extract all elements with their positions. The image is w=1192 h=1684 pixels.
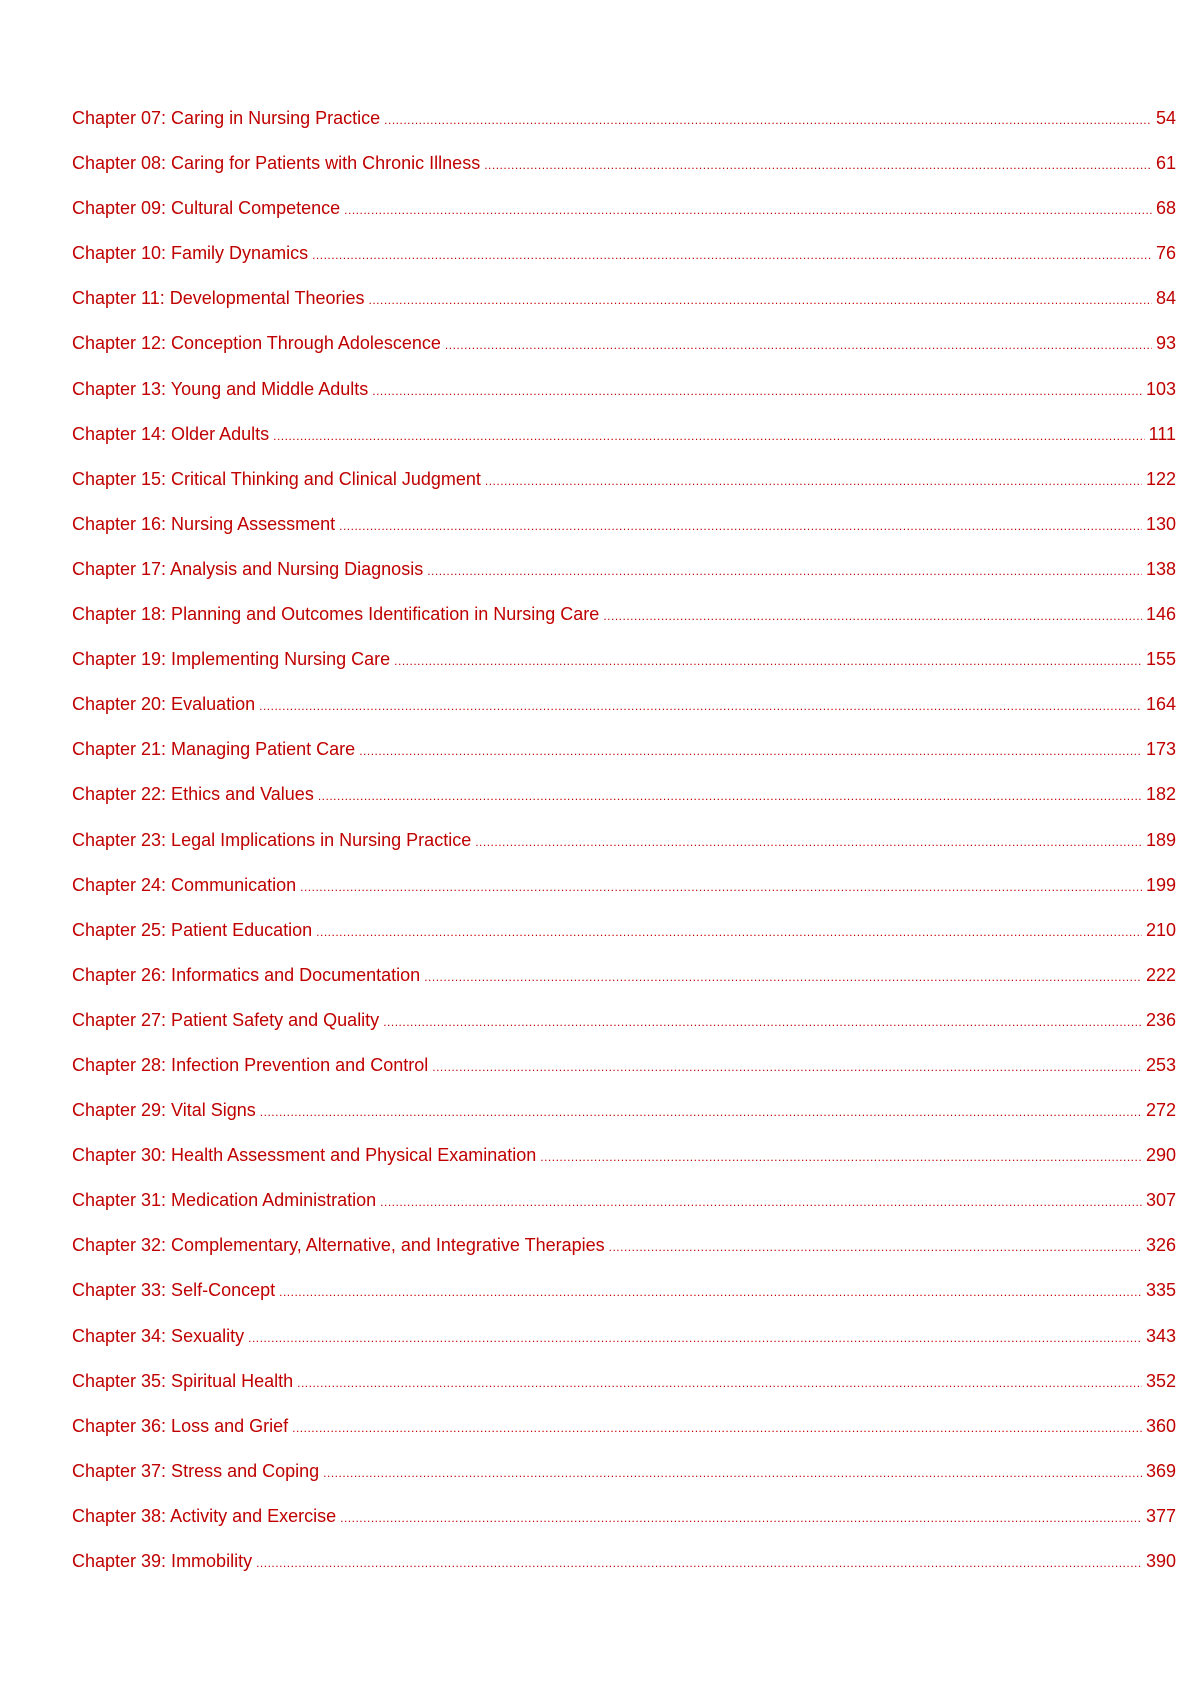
- toc-dot-leader: [260, 1100, 1142, 1121]
- toc-dot-leader: [609, 1235, 1142, 1256]
- toc-entry[interactable]: [72, 1235, 1176, 1280]
- toc-dot-leader: [248, 1326, 1142, 1347]
- toc-entry[interactable]: [72, 469, 1176, 514]
- toc-entry-page-number[interactable]: 290: [1145, 1145, 1176, 1166]
- toc-entry-title[interactable]: Chapter 37: Stress and Coping: [72, 1460, 320, 1481]
- toc-entry[interactable]: [72, 649, 1176, 694]
- toc-dot-leader: [300, 875, 1142, 896]
- toc-entry-page-number[interactable]: 111: [1148, 423, 1176, 444]
- toc-entry-title[interactable]: Chapter 23: Legal Implications in Nursing Practice: [72, 829, 472, 850]
- toc-entry-page-number[interactable]: 390: [1145, 1551, 1176, 1571]
- toc-entry-title[interactable]: Chapter 25: Patient Education: [72, 919, 313, 940]
- toc-entry-page-number[interactable]: 182: [1145, 784, 1176, 805]
- toc-dot-leader: [297, 1371, 1142, 1392]
- toc-dot-leader: [340, 1506, 1142, 1527]
- toc-entry-title[interactable]: Chapter 28: Infection Prevention and Control: [72, 1054, 429, 1075]
- toc-entry-title[interactable]: Chapter 24: Communication: [72, 874, 297, 895]
- toc-dot-leader: [312, 243, 1152, 264]
- toc-entry-title[interactable]: Chapter 12: Conception Through Adolescence: [72, 333, 441, 354]
- toc-dot-leader: [372, 379, 1142, 400]
- toc-dot-leader: [359, 739, 1142, 760]
- toc-dot-leader: [383, 1010, 1142, 1031]
- toc-entry-page-number[interactable]: 54: [1155, 108, 1176, 128]
- toc-dot-leader: [292, 1416, 1142, 1437]
- toc-entry-page-number[interactable]: 360: [1145, 1415, 1176, 1436]
- toc-entry-page-number[interactable]: 352: [1145, 1370, 1176, 1391]
- toc-entry-page-number[interactable]: 307: [1145, 1190, 1176, 1211]
- toc-dot-leader: [344, 198, 1152, 219]
- toc-entry[interactable]: [72, 739, 1176, 784]
- toc-entry-page-number[interactable]: 146: [1145, 604, 1176, 625]
- toc-entry[interactable]: [72, 1190, 1176, 1235]
- toc-entry-page-number[interactable]: 138: [1145, 558, 1176, 579]
- toc-entry-title[interactable]: Chapter 15: Critical Thinking and Clinical Judgment: [72, 468, 481, 489]
- toc-dot-leader: [384, 108, 1152, 129]
- toc-dot-leader: [394, 649, 1142, 670]
- toc-entry-title[interactable]: Chapter 33: Self-Concept: [72, 1280, 276, 1301]
- toc-entry-title[interactable]: Chapter 19: Implementing Nursing Care: [72, 649, 391, 670]
- toc-entry-title[interactable]: Chapter 26: Informatics and Documentation: [72, 964, 421, 985]
- toc-dot-leader: [603, 604, 1142, 625]
- toc-entry-title[interactable]: Chapter 29: Vital Signs: [72, 1100, 256, 1121]
- toc-entry-title[interactable]: Chapter 31: Medication Administration: [72, 1190, 377, 1211]
- toc-dot-leader: [318, 784, 1142, 805]
- toc-entry-page-number[interactable]: 199: [1145, 874, 1176, 895]
- toc-entry-title[interactable]: Chapter 09: Cultural Competence: [72, 198, 341, 219]
- toc-entry[interactable]: [72, 1145, 1176, 1190]
- toc-entry-title[interactable]: Chapter 21: Managing Patient Care: [72, 739, 356, 760]
- toc-entry-title[interactable]: Chapter 14: Older Adults: [72, 423, 270, 444]
- toc-entry-title[interactable]: Chapter 35: Spiritual Health: [72, 1370, 294, 1391]
- toc-entry-title[interactable]: Chapter 08: Caring for Patients with Chronic Illness: [72, 153, 481, 174]
- toc-entry[interactable]: [72, 784, 1176, 829]
- toc-entry[interactable]: [72, 243, 1176, 288]
- toc-entry[interactable]: [72, 1100, 1176, 1145]
- toc-entry-page-number[interactable]: 326: [1145, 1235, 1176, 1256]
- toc-entry[interactable]: [72, 1461, 1176, 1506]
- toc-entry[interactable]: [72, 559, 1176, 604]
- toc-entry[interactable]: [72, 830, 1176, 875]
- toc-dot-leader: [432, 1055, 1142, 1076]
- toc-entry[interactable]: [72, 1506, 1176, 1551]
- toc-dot-leader: [445, 333, 1152, 354]
- toc-dot-leader: [259, 694, 1142, 715]
- toc-dot-leader: [427, 559, 1142, 580]
- toc-entry-page-number[interactable]: 335: [1145, 1280, 1176, 1301]
- toc-entry[interactable]: [72, 1326, 1176, 1371]
- table-of-contents: [72, 108, 1176, 1596]
- toc-entry[interactable]: [72, 1551, 1176, 1596]
- toc-dot-leader: [256, 1551, 1142, 1572]
- toc-entry-title[interactable]: Chapter 39: Immobility: [72, 1551, 253, 1571]
- toc-dot-leader: [273, 424, 1145, 445]
- toc-entry-title[interactable]: Chapter 34: Sexuality: [72, 1325, 245, 1346]
- toc-entry-title[interactable]: Chapter 07: Caring in Nursing Practice: [72, 108, 381, 128]
- toc-dot-leader: [369, 288, 1152, 309]
- toc-entry-page-number[interactable]: 369: [1145, 1460, 1176, 1481]
- toc-entry-page-number[interactable]: 68: [1155, 198, 1176, 219]
- toc-entry[interactable]: [72, 514, 1176, 559]
- toc-entry-title[interactable]: Chapter 32: Complementary, Alternative, and Integrative Therapies: [72, 1235, 605, 1256]
- toc-entry-title[interactable]: Chapter 16: Nursing Assessment: [72, 513, 336, 534]
- toc-entry-page-number[interactable]: 222: [1145, 964, 1176, 985]
- toc-entry[interactable]: [72, 1280, 1176, 1325]
- toc-entry-title[interactable]: Chapter 27: Patient Safety and Quality: [72, 1009, 380, 1030]
- toc-entry[interactable]: [72, 153, 1176, 198]
- toc-entry[interactable]: [72, 694, 1176, 739]
- toc-entry-title[interactable]: Chapter 36: Loss and Grief: [72, 1415, 289, 1436]
- toc-entry-page-number[interactable]: 189: [1145, 829, 1176, 850]
- toc-dot-leader: [540, 1145, 1142, 1166]
- toc-entry-page-number[interactable]: 122: [1145, 468, 1176, 489]
- toc-dot-leader: [475, 830, 1142, 851]
- toc-entry-page-number[interactable]: 155: [1145, 649, 1176, 670]
- toc-entry-title[interactable]: Chapter 18: Planning and Outcomes Identification in Nursing Care: [72, 604, 600, 625]
- toc-entry-page-number[interactable]: 103: [1145, 378, 1176, 399]
- toc-entry[interactable]: [72, 108, 1176, 153]
- toc-entry-title[interactable]: Chapter 11: Developmental Theories: [72, 288, 365, 309]
- toc-entry-page-number[interactable]: 164: [1145, 694, 1176, 715]
- toc-entry-page-number[interactable]: 173: [1145, 739, 1176, 760]
- toc-entry-page-number[interactable]: 84: [1155, 288, 1176, 309]
- toc-entry[interactable]: [72, 424, 1176, 469]
- toc-entry[interactable]: [72, 379, 1176, 424]
- toc-entry[interactable]: [72, 198, 1176, 243]
- toc-entry-page-number[interactable]: 93: [1155, 333, 1176, 354]
- toc-entry[interactable]: [72, 965, 1176, 1010]
- toc-entry[interactable]: [72, 1055, 1176, 1100]
- toc-entry[interactable]: [72, 288, 1176, 333]
- toc-dot-leader: [316, 920, 1142, 941]
- toc-entry-title[interactable]: Chapter 38: Activity and Exercise: [72, 1505, 337, 1526]
- toc-dot-leader: [424, 965, 1142, 986]
- toc-entry-title[interactable]: Chapter 13: Young and Middle Adults: [72, 378, 369, 399]
- toc-entry-page-number[interactable]: 236: [1145, 1009, 1176, 1030]
- toc-entry[interactable]: [72, 920, 1176, 965]
- toc-entry-page-number[interactable]: 210: [1145, 919, 1176, 940]
- toc-entry-page-number[interactable]: 377: [1145, 1505, 1176, 1526]
- toc-entry-page-number[interactable]: 130: [1145, 513, 1176, 534]
- toc-dot-leader: [339, 514, 1142, 535]
- toc-dot-leader: [279, 1280, 1142, 1301]
- toc-entry[interactable]: [72, 875, 1176, 920]
- toc-dot-leader: [485, 469, 1142, 490]
- toc-entry[interactable]: [72, 1416, 1176, 1461]
- toc-entry-title[interactable]: Chapter 20: Evaluation: [72, 694, 256, 715]
- toc-entry-page-number[interactable]: 76: [1155, 243, 1176, 264]
- toc-entry-title[interactable]: Chapter 22: Ethics and Values: [72, 784, 314, 805]
- toc-entry-title[interactable]: Chapter 10: Family Dynamics: [72, 243, 309, 264]
- toc-entry[interactable]: [72, 604, 1176, 649]
- toc-entry-page-number[interactable]: 61: [1155, 153, 1176, 174]
- toc-entry-title[interactable]: Chapter 17: Analysis and Nursing Diagnosis: [72, 558, 424, 579]
- toc-dot-leader: [323, 1461, 1142, 1482]
- toc-dot-leader: [380, 1190, 1142, 1211]
- toc-entry-page-number[interactable]: 343: [1145, 1325, 1176, 1346]
- toc-entry[interactable]: [72, 333, 1176, 378]
- toc-entry-page-number[interactable]: 272: [1145, 1100, 1176, 1121]
- toc-entry[interactable]: [72, 1010, 1176, 1055]
- toc-dot-leader: [484, 153, 1152, 174]
- toc-entry-page-number[interactable]: 253: [1145, 1054, 1176, 1075]
- toc-entry-title[interactable]: Chapter 30: Health Assessment and Physical Examination: [72, 1145, 537, 1166]
- toc-entry[interactable]: [72, 1371, 1176, 1416]
